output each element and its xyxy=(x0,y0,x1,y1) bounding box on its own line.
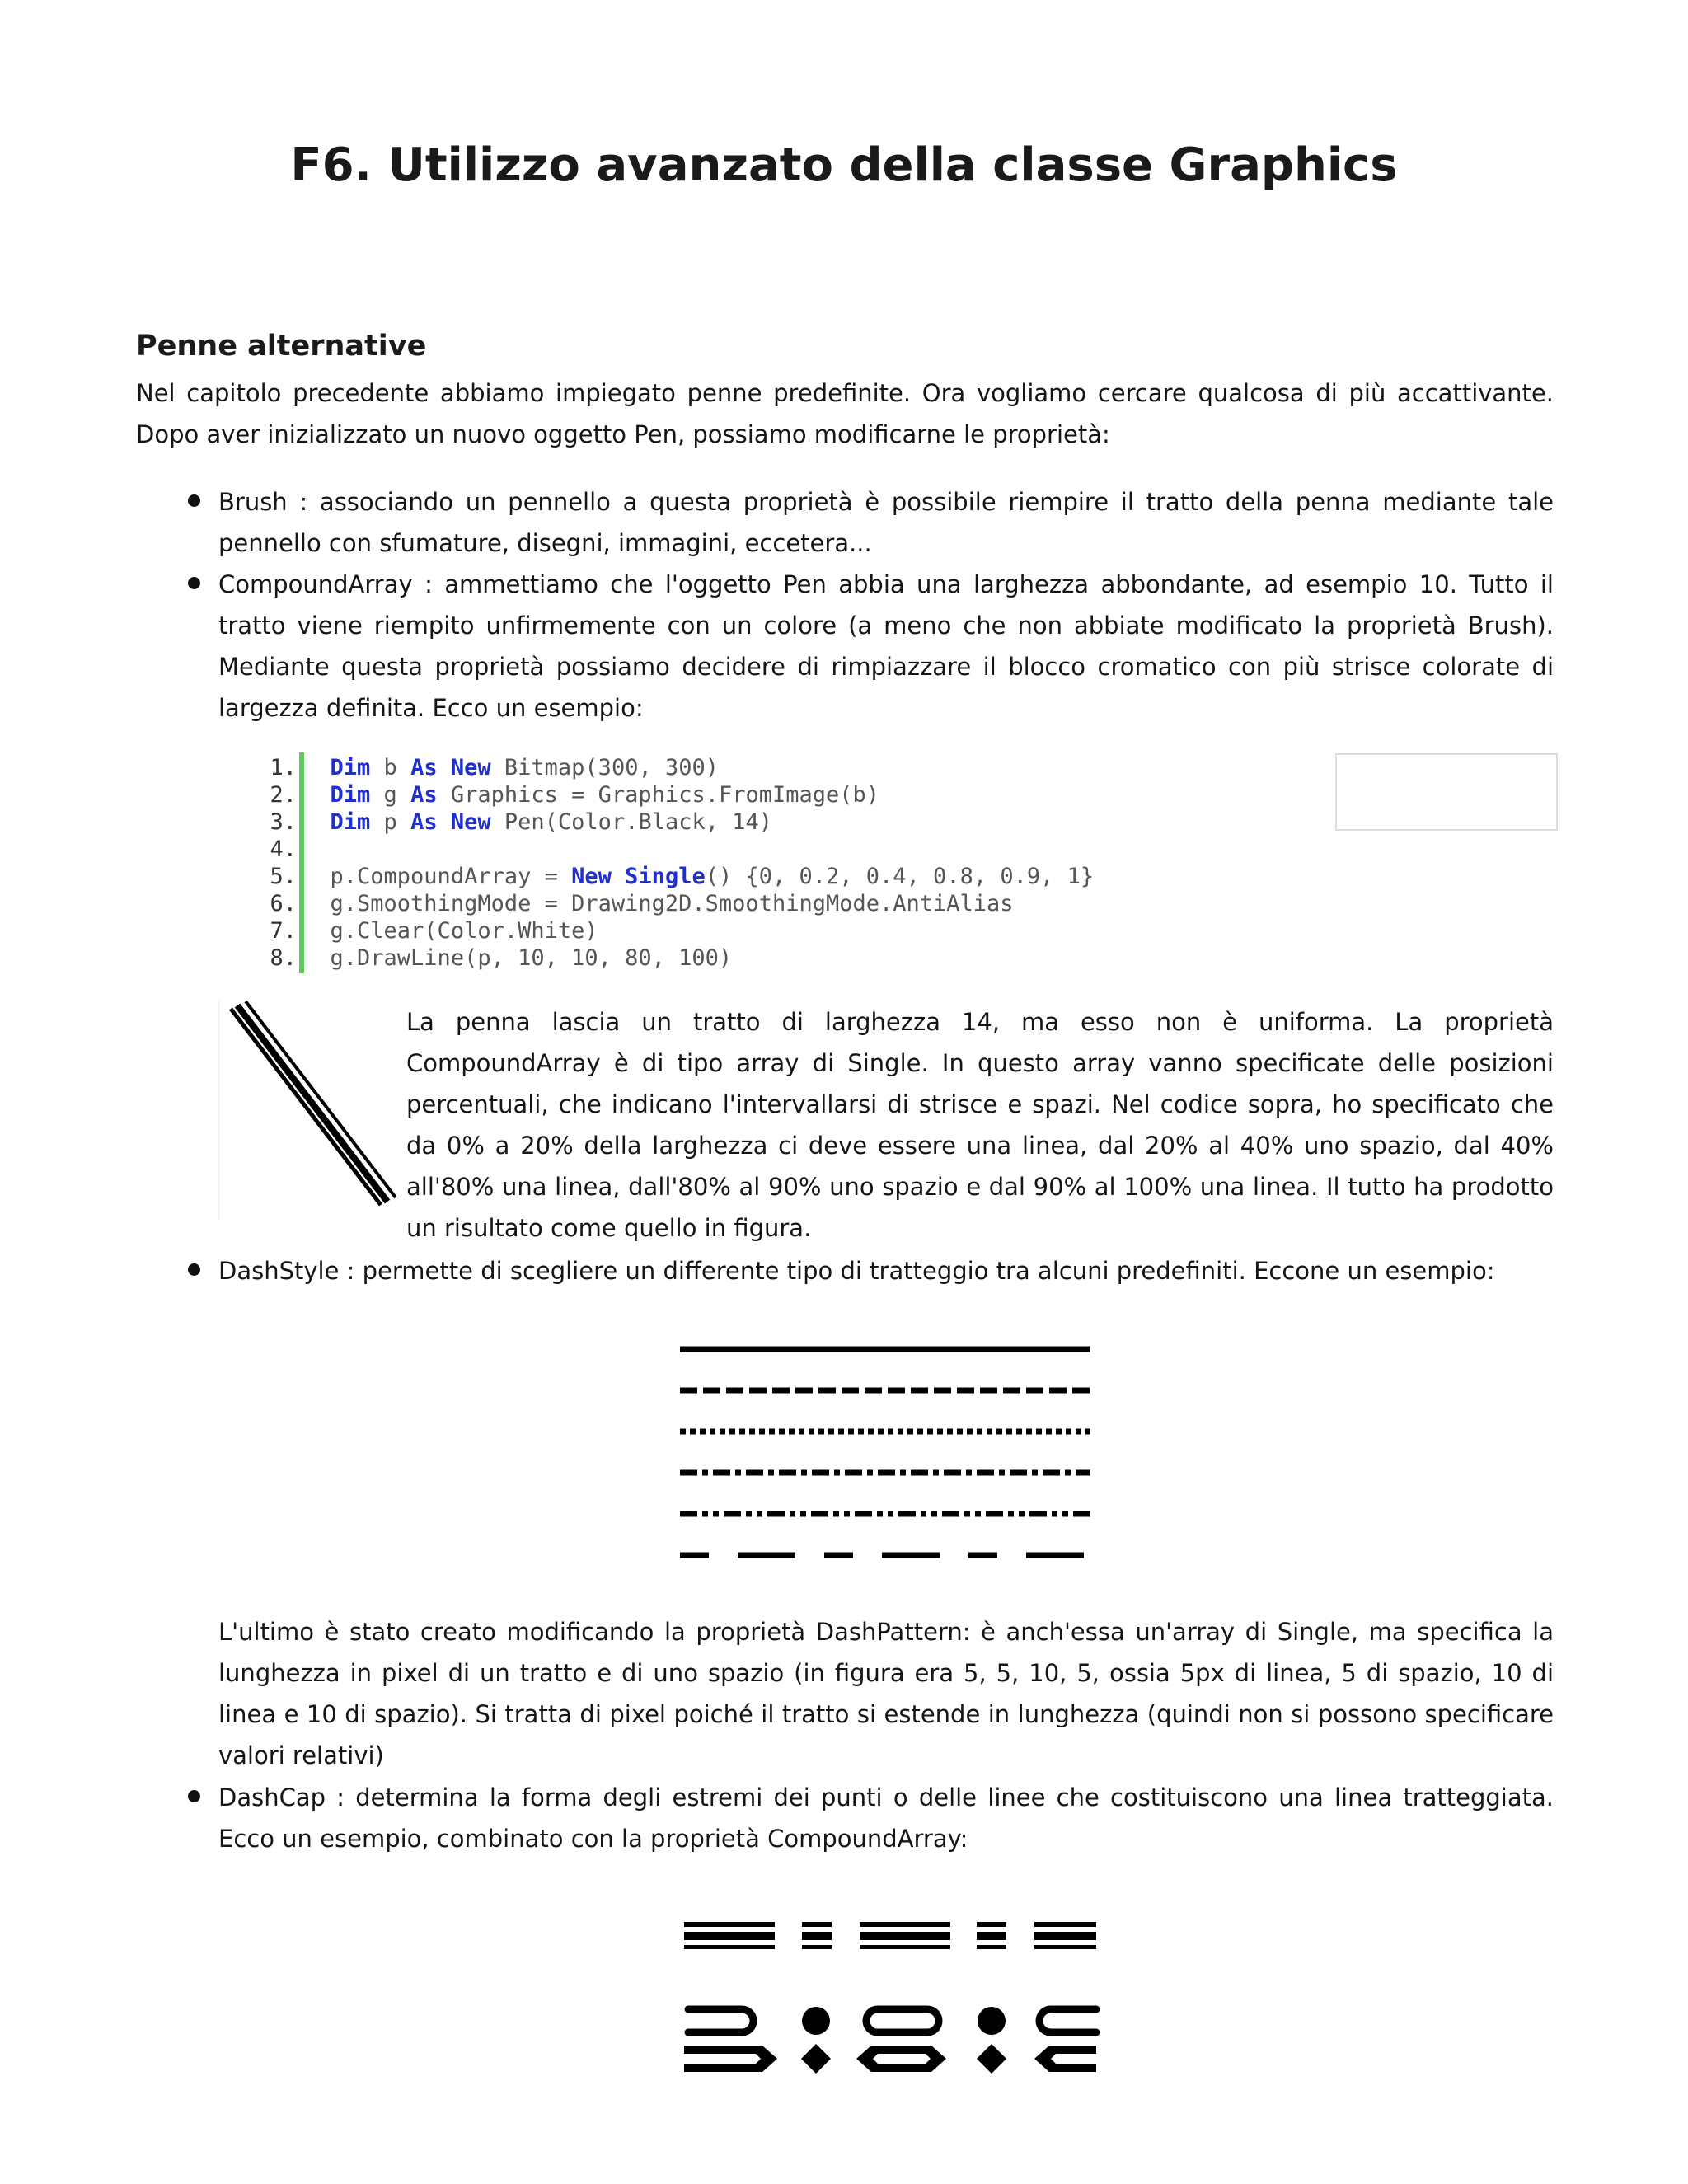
code-line xyxy=(247,781,1094,808)
line-number: 1. xyxy=(270,755,297,780)
dashcap-image xyxy=(680,1912,1100,2085)
dashpattern-paragraph: L'ultimo è stato creato modificando la proprietà DashPattern: è anch'essa un'array di Single, ma specifica la lunghezza in pixel di un tratto e di uno spazio (in figura era 5, 5, 10, 5, ossia 5px di linea, 5 di spazio, 10 di linea e 10 di spazio). Si tratta di pixel poiché il tratto si estende in lunghezza (quindi non si possono specificare valori relativi) xyxy=(218,1618,1554,1769)
dashcap-figure xyxy=(680,1912,1100,2085)
compoundarray-item: CompoundArray : ammettiamo che l'oggetto Pen abbia una larghezza abbondante, ad esempio 10. Tutto il tratto viene riempito unfirmemente con un colore (a meno che non abbiate modificato la proprietà Brush). Mediante questa proprietà possiamo decidere di rimpiazzare il blocco cromatico con più strisce colorate di largezza definita. Ecco un esempio: xyxy=(218,570,1554,722)
code-keyword: Single xyxy=(625,864,706,889)
code-token: Pen(Color.Black, 14) xyxy=(490,809,773,835)
code-token: g.Clear(Color.White) xyxy=(330,918,598,944)
bullet-dot xyxy=(188,577,206,590)
code-line xyxy=(247,808,1094,836)
code-block xyxy=(247,754,1094,972)
code-keyword: Dim xyxy=(330,809,371,835)
code-toolbar-frame xyxy=(1335,753,1558,831)
code-keyword: New xyxy=(450,755,491,780)
brush-item: Brush : associando un pennello a questa proprietà è possibile riempire il tratto della penna mediante tale pennello con sfumature, disegni, immagini, eccetera... xyxy=(218,488,1554,557)
dashstyle-figure xyxy=(672,1335,1100,1570)
line-number: 4. xyxy=(270,837,297,862)
code-keyword: New xyxy=(571,864,612,889)
code-token: Graphics = Graphics.FromImage(b) xyxy=(437,782,880,808)
bullet-dot xyxy=(188,1790,206,1803)
compound-line-image xyxy=(218,999,396,1220)
code-token xyxy=(612,864,625,889)
code-keyword: As xyxy=(410,782,438,808)
code-token: Bitmap(300, 300) xyxy=(490,755,719,780)
compoundarray-explanation: La penna lascia un tratto di larghezza 14, ma esso non è uniforma. La proprietà CompoundArray è di tipo array di Single. In questo array vanno specificate delle posizioni percentuali, che indicano l'intervallarsi di strisce e spazi. Nel codice sopra, ho specificato che da 0% a 20% della larghezza ci deve essere una linea, dal 20% al 40% uno spazio, dal 40% all'80% una linea, dall'80% al 90% uno spazio e dal 90% al 100% una linea. Il tutto ha prodotto un risultato come quello in figura. xyxy=(406,1008,1554,1242)
code-keyword: Dim xyxy=(330,782,371,808)
code-token xyxy=(438,755,451,780)
dashcap-item: DashCap : determina la forma degli estremi dei punti o delle linee che costituiscono una linea tratteggiata. Ecco un esempio, combinato con la proprietà CompoundArray: xyxy=(218,1783,1554,1853)
code-line xyxy=(247,890,1094,917)
code-token: g.DrawLine(p, 10, 10, 80, 100) xyxy=(330,945,733,971)
dashstyle-image xyxy=(672,1335,1100,1570)
code-token: p.CompoundArray = xyxy=(330,864,572,889)
bullet-dot xyxy=(188,1263,206,1277)
compound-line-figure xyxy=(219,999,396,1220)
code-line xyxy=(247,944,1094,972)
line-number: 3. xyxy=(270,809,297,835)
page-title: F6. Utilizzo avanzato della classe Graphics xyxy=(290,138,1398,192)
bullet-dot xyxy=(188,494,206,508)
code-line xyxy=(247,754,1094,781)
code-token xyxy=(438,809,451,835)
line-number: 8. xyxy=(270,945,297,971)
code-token: () {0, 0.2, 0.4, 0.8, 0.9, 1} xyxy=(705,864,1095,889)
code-keyword: Dim xyxy=(330,755,371,780)
line-number: 7. xyxy=(270,918,297,944)
code-token: g xyxy=(370,782,411,808)
line-number: 6. xyxy=(270,891,297,916)
intro-paragraph: Nel capitolo precedente abbiamo impiegato penne predefinite. Ora vogliamo cercare qualcosa di più accattivante. Dopo aver inizializzato un nuovo oggetto Pen, possiamo modificarne le proprietà: xyxy=(136,379,1554,448)
code-token: p xyxy=(370,809,411,835)
code-token: b xyxy=(370,755,411,780)
code-keyword: As xyxy=(410,755,438,780)
dashstyle-item: DashStyle : permette di scegliere un differente tipo di tratteggio tra alcuni predefiniti. Eccone un esempio: xyxy=(218,1257,1495,1285)
code-keyword: As xyxy=(410,809,438,835)
line-number: 2. xyxy=(270,782,297,808)
code-keyword: New xyxy=(450,809,491,835)
code-line xyxy=(247,836,1094,863)
section-heading: Penne alternative xyxy=(136,330,427,363)
line-number: 5. xyxy=(270,864,297,889)
code-line xyxy=(247,863,1094,890)
code-line xyxy=(247,917,1094,944)
code-token: g.SmoothingMode = Drawing2D.SmoothingMode.AntiAlias xyxy=(330,891,1014,916)
